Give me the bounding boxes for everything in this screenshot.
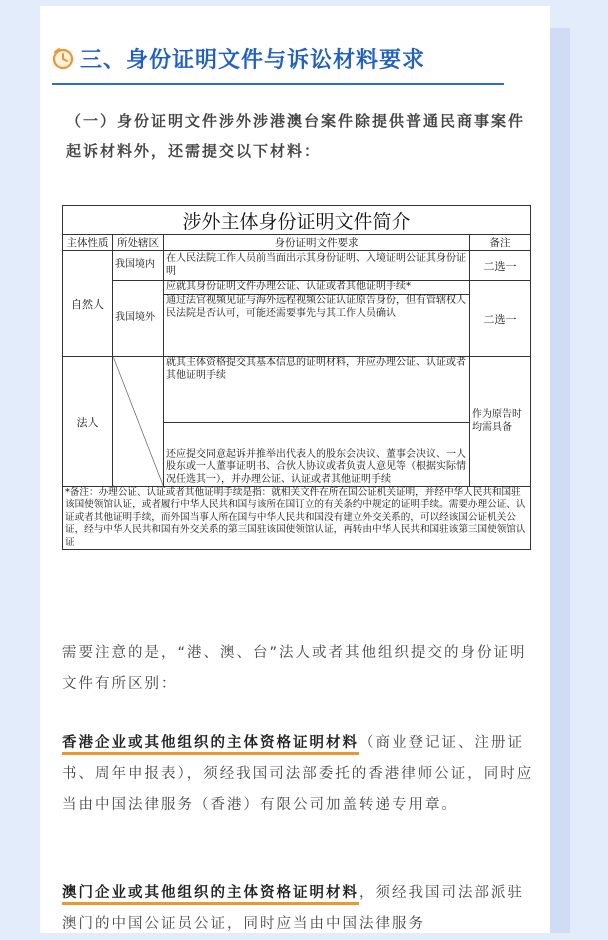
- natural-person-label: 自然人: [63, 251, 113, 357]
- column-header: 身份证明文件要求: [164, 235, 470, 251]
- macau-body: ，须经我国司法部派驻澳门的中国公证员公证，同时应当由中国法律服务: [62, 885, 524, 932]
- jurisdiction-abroad: 我国境外: [113, 281, 164, 357]
- intro-paragraph: 需要注意的是，“港、澳、台”法人或者其他组织提交的身份证明文件有所区别：: [62, 645, 527, 692]
- domestic-requirement: 在人民法院工作人员前当面出示其身份证明、入境证明公证其身份证明: [164, 251, 470, 281]
- legal-person-note: 作为原告时均需具备: [470, 357, 531, 487]
- title-underline: [52, 83, 504, 85]
- table-title: 涉外主体身份证明文件简介: [63, 206, 531, 235]
- identity-document-table: [62, 205, 530, 591]
- jurisdiction-domestic: 我国境内: [113, 251, 164, 281]
- abroad-requirement-2: 通过法官视频见证与海外远程视频公证认证原告身份，但有管辖权人民法院是否认可，可能还需要事先与其工作人员确认: [164, 295, 470, 357]
- section-title: 三、身份证明文件与诉讼材料要求: [80, 47, 426, 73]
- legal-requirement-2: 还应提交同意起诉并推举出代表人的股东会决议、董事会决议、一人股东或一人董事证明书、合伙人协议或者负责人意见等（根据实际情况任选其一），并办理公证、认证或者其他证明手续: [164, 423, 470, 487]
- table-footnote: *备注：办理公证、认证或者其他证明手续是指：就相关文件在所在国公证机关证明，并经中华人民共和国驻该国使领馆认证，或者履行中华人民共和国与该所在国订立的有关条约中规定的证明手续。需要办理公证、认证或者其他证明手续，而外国当事人所在国与中华人民共和国没有建立外交关系的，可以经该国公证机关公证，经与中华人民共和国有外交关系的第三国驻该国使领馆认证，再转由中华人民共和国驻该第三国使领馆认证: [63, 487, 531, 550]
- abroad-note: 二选一: [470, 281, 531, 357]
- diagonal-empty-cell: [113, 357, 164, 487]
- hk-body: （商业登记证、注册证书、周年申报表），须经我国司法部委托的香港律师公证，同时应当由中国法律服务（香港）有限公司加盖转递专用章。: [62, 735, 534, 813]
- subheading: （一）身份证明文件涉外涉港澳台案件除提供普通民商事案件起诉材料外，还需提交以下材料：: [66, 112, 526, 160]
- column-header: 所处辖区: [113, 235, 164, 251]
- domestic-note: 二选一: [470, 251, 531, 281]
- macau-paragraph: [62, 878, 534, 940]
- background-panel: [548, 28, 570, 933]
- legal-requirement-1: 就其主体资格提交其基本信息的证明材料，并应办理公证、认证或者其他证明手续: [164, 357, 470, 423]
- legal-person-label: 法人: [63, 357, 113, 487]
- section-header: [52, 40, 522, 76]
- hk-paragraph: [62, 728, 534, 821]
- article-card: [40, 6, 550, 933]
- column-header: 主体性质: [63, 235, 113, 251]
- abroad-requirement-1: 应就其身份证明文件办理公证、认证或者其他证明手续*: [164, 281, 470, 295]
- hk-highlight: 香港企业或其他组织的主体资格证明材料: [62, 735, 359, 751]
- clock-icon: [52, 47, 74, 69]
- column-header: 备注: [470, 235, 531, 251]
- macau-highlight: 澳门企业或其他组织的主体资格证明材料: [62, 885, 359, 901]
